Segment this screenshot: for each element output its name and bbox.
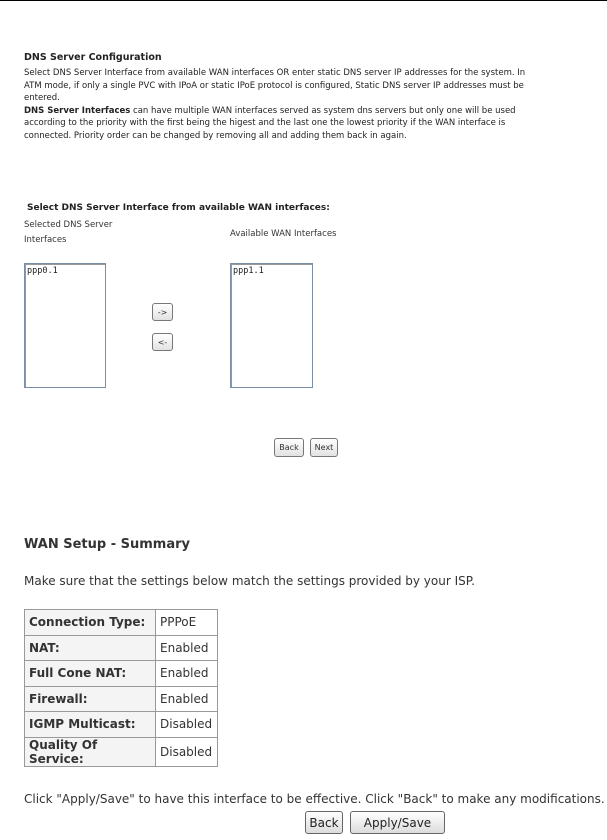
summary-key: Connection Type:: [25, 610, 156, 636]
summary-back-button[interactable]: Back: [305, 811, 343, 834]
table-row: [25, 712, 218, 738]
summary-value: Disabled: [156, 737, 218, 766]
summary-value: Disabled: [156, 712, 218, 738]
dns-desc-line: [24, 105, 594, 118]
summary-footer: Click "Apply/Save" to have this interface to be effective. Click "Back" to make any modifications.: [24, 792, 605, 806]
dns-desc-line: ATM mode, if only a single PVC with IPoA or static IPoE protocol is configured, Static DNS server IP addresses must be: [24, 80, 524, 91]
table-row: [25, 737, 218, 766]
dns-desc-bold: DNS Server Interfaces: [24, 105, 131, 116]
selected-label-line: Selected DNS Server: [24, 220, 113, 230]
table-row: [25, 610, 218, 636]
summary-key: IGMP Multicast:: [25, 712, 156, 738]
dns-description: [24, 67, 594, 142]
available-label: Available WAN Interfaces: [230, 229, 337, 239]
summary-key: NAT:: [25, 635, 156, 661]
dns-title: DNS Server Configuration: [24, 52, 162, 63]
summary-key: Firewall:: [25, 686, 156, 712]
table-row: [25, 686, 218, 712]
apply-save-button[interactable]: Apply/Save: [350, 811, 445, 834]
dns-desc-rest: can have multiple WAN interfaces served as system dns servers but only one will be used: [130, 105, 516, 116]
table-row: [25, 635, 218, 661]
dns-desc-line: according to the priority with the first being the higest and the last one the lowest priority if the WAN interface is: [24, 118, 506, 128]
move-right-button[interactable]: ->: [152, 303, 173, 321]
selected-label: [24, 219, 112, 246]
top-divider: [0, 0, 607, 1]
summary-title: WAN Setup - Summary: [24, 537, 190, 552]
available-wan-list[interactable]: [230, 263, 313, 388]
summary-key: Quality Of Service:: [25, 737, 156, 766]
list-item[interactable]: ppp0.1: [27, 266, 58, 276]
dns-desc-line: entered.: [24, 93, 60, 103]
dns-back-button[interactable]: Back: [274, 438, 304, 457]
summary-key: Full Cone NAT:: [25, 661, 156, 687]
summary-table: [24, 609, 218, 767]
summary-value: Enabled: [156, 635, 218, 661]
list-item[interactable]: ppp1.1: [233, 266, 264, 276]
summary-value: Enabled: [156, 686, 218, 712]
summary-intro: Make sure that the settings below match the settings provided by your ISP.: [24, 574, 475, 588]
summary-value: Enabled: [156, 661, 218, 687]
summary-value: PPPoE: [156, 610, 218, 636]
selected-label-line: Interfaces: [24, 234, 67, 245]
move-left-button[interactable]: <-: [152, 333, 173, 351]
dns-desc-line: Select DNS Server Interface from available WAN interfaces OR enter static DNS server IP addresses for the system. In: [24, 68, 526, 78]
select-heading: Select DNS Server Interface from available WAN interfaces:: [27, 203, 330, 213]
table-row: [25, 661, 218, 687]
selected-dns-list[interactable]: [24, 263, 106, 388]
dns-next-button[interactable]: Next: [310, 438, 338, 457]
dns-desc-line: connected. Priority order can be changed by removing all and adding them back in again.: [24, 130, 407, 141]
